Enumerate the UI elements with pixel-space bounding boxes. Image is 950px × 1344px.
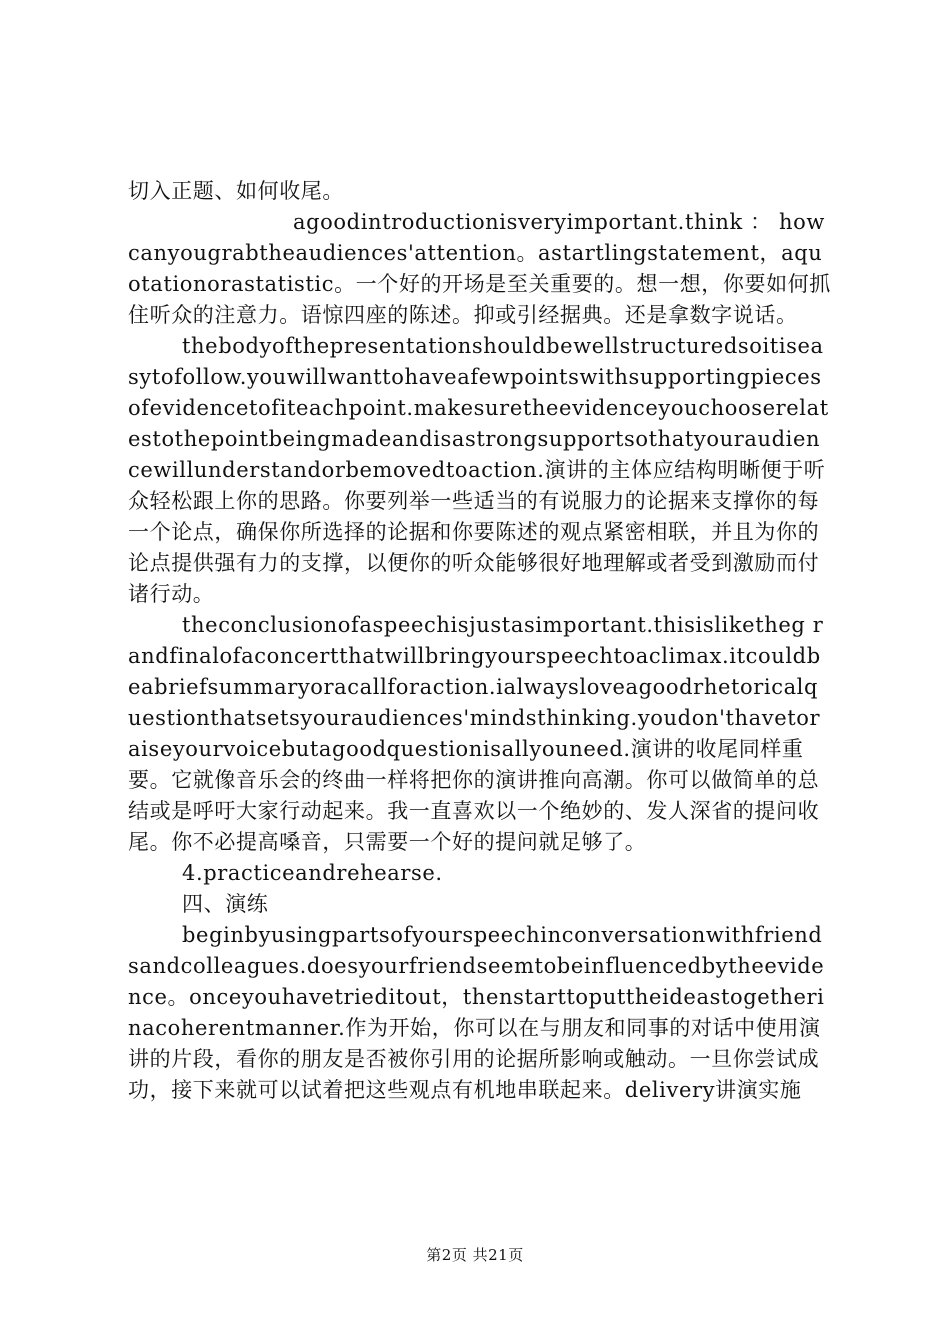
document-body	[128, 176, 832, 1106]
paragraph-intro-fragment: 切入正题、如何收尾。	[128, 179, 344, 203]
section-heading-rehearse-cn: 四、演练	[182, 892, 269, 916]
paragraph-conclusion: theconclusionofaspeechisjustasimportant.thisisliketheg randfinalofaconcertthatwillbringyourspeechtoaclimax.itcouldbeabriefsummaryoracallforaction.ialwaysloveagoodrhetoricalquestionthatsetsyouraudiences'mindsthinking.youdon'thavetoraiseyourvoicebutagoodquestionisallyouneed.演讲的收尾同样重要。它就像音乐会的终曲一样将把你的演讲推向高潮。你可以做简单的总结或是呼吁大家行动起来。我一直喜欢以一个绝妙的、发人深省的提问收尾。你不必提高嗓音，只需要一个好的提问就足够了。	[128, 613, 824, 854]
paragraph-practice: beginbyusingpartsofyourspeechinconversationwithfriendsandcolleagues.doesyourfriendseemtobeinfluencedbytheevidence。onceyouhavetrieditout，thenstarttoputtheideastogetherinacoherentmanner.作为开始，你可以在与朋友和同事的对话中使用演讲的片段，看你的朋友是否被你引用的论据所影响或触动。一旦你尝试成功，接下来就可以试着把这些观点有机地串联起来。delivery讲演实施	[128, 923, 825, 1102]
page-number-footer: 第2页 共21页	[426, 1246, 524, 1264]
paragraph-introduction: agoodintroductionisveryimportant.think ： howcanyougrabtheaudiences'attention。astartlingstatement，aquotationorastatistic。一个好的开场是至关重要的。想一想，你要如何抓住听众的注意力。语惊四座的陈述。抑或引经据典。还是拿数字说话。	[128, 210, 831, 327]
paragraph-body: thebodyofthepresentationshouldbewellstructuredsoitiseasytofollow.youwillwanttohaveafewpointswithsupportingpiecesofevidencetofiteachpoint.makesuretheevidenceyouchooserelatestothepointbeingmadeandisastrongsupportsothatyouraudiencewillunderstandorbemovedtoaction.演讲的主体应结构明晰便于听众轻松跟上你的思路。你要列举一些适当的有说服力的论据来支撑你的每一个论点，确保你所选择的论据和你要陈述的观点紧密相联，并且为你的论点提供强有力的支撑，以便你的听众能够很好地理解或者受到激励而付诸行动。	[128, 334, 829, 606]
section-heading-practice: 4.practiceandrehearse.	[182, 861, 443, 885]
